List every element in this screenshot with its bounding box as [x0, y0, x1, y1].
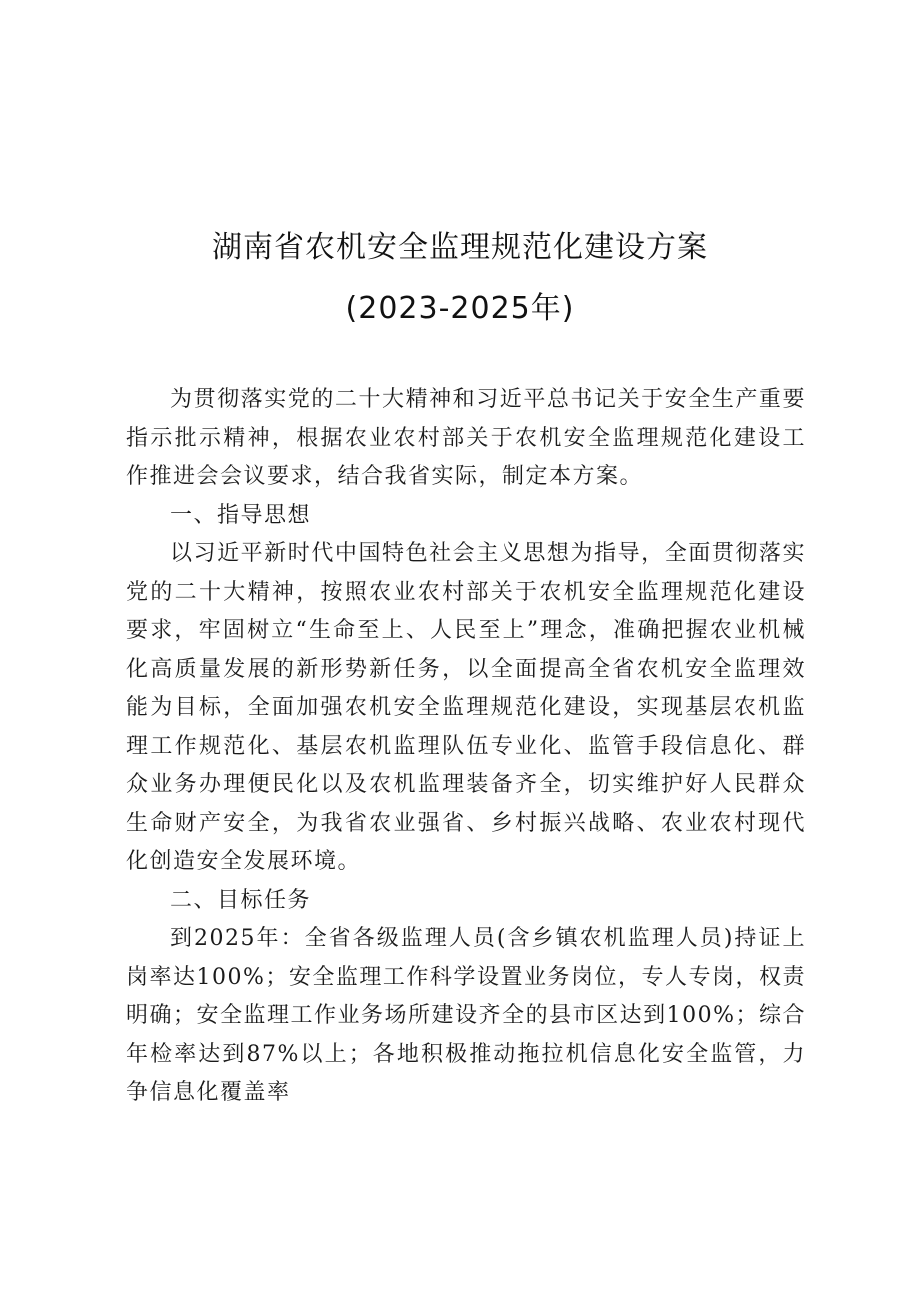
- document-title: 湖南省农机安全监理规范化建设方案: [212, 230, 708, 265]
- document-body: [126, 381, 806, 1113]
- guiding-ideology-paragraph: 以习近平新时代中国特色社会主义思想为指导，全面贯彻落实党的二十大精神，按照农业农村部关于农机安全监理规范化建设要求，牢固树立“生命至上、人民至上”理念，准确把握农业机械化高质量发展的新形势新任务，以全面提高全省农机安全监理效能为目标，全面加强农机安全监理规范化建设，实现基层农机监理工作规范化、基层农机监理队伍专业化、监管手段信息化、群众业务办理便民化以及农机监理装备齐全，切实维护好人民群众生命财产安全，为我省农业强省、乡村振兴战略、农业农村现代化创造安全发展环境。: [126, 541, 806, 874]
- section-heading-guiding-ideology: 一、指导思想: [170, 502, 312, 528]
- objectives-paragraph: 到2025年：全省各级监理人员(含乡镇农机监理人员)持证上岗率达100%；安全监理工作科学设置业务岗位，专人专岗，权责明确；安全监理工作业务场所建设齐全的县市区达到100%；综合年检率达到87%以上；各地积极推动拖拉机信息化安全监管，力争信息化覆盖率: [126, 926, 806, 1105]
- section-heading-objectives: 二、目标任务: [170, 887, 312, 913]
- intro-paragraph: 为贯彻落实党的二十大精神和习近平总书记关于安全生产重要指示批示精神，根据农业农村部关于农机安全监理规范化建设工作推进会会议要求，结合我省实际，制定本方案。: [126, 387, 806, 489]
- document-subtitle: (2023-2025年): [345, 291, 575, 326]
